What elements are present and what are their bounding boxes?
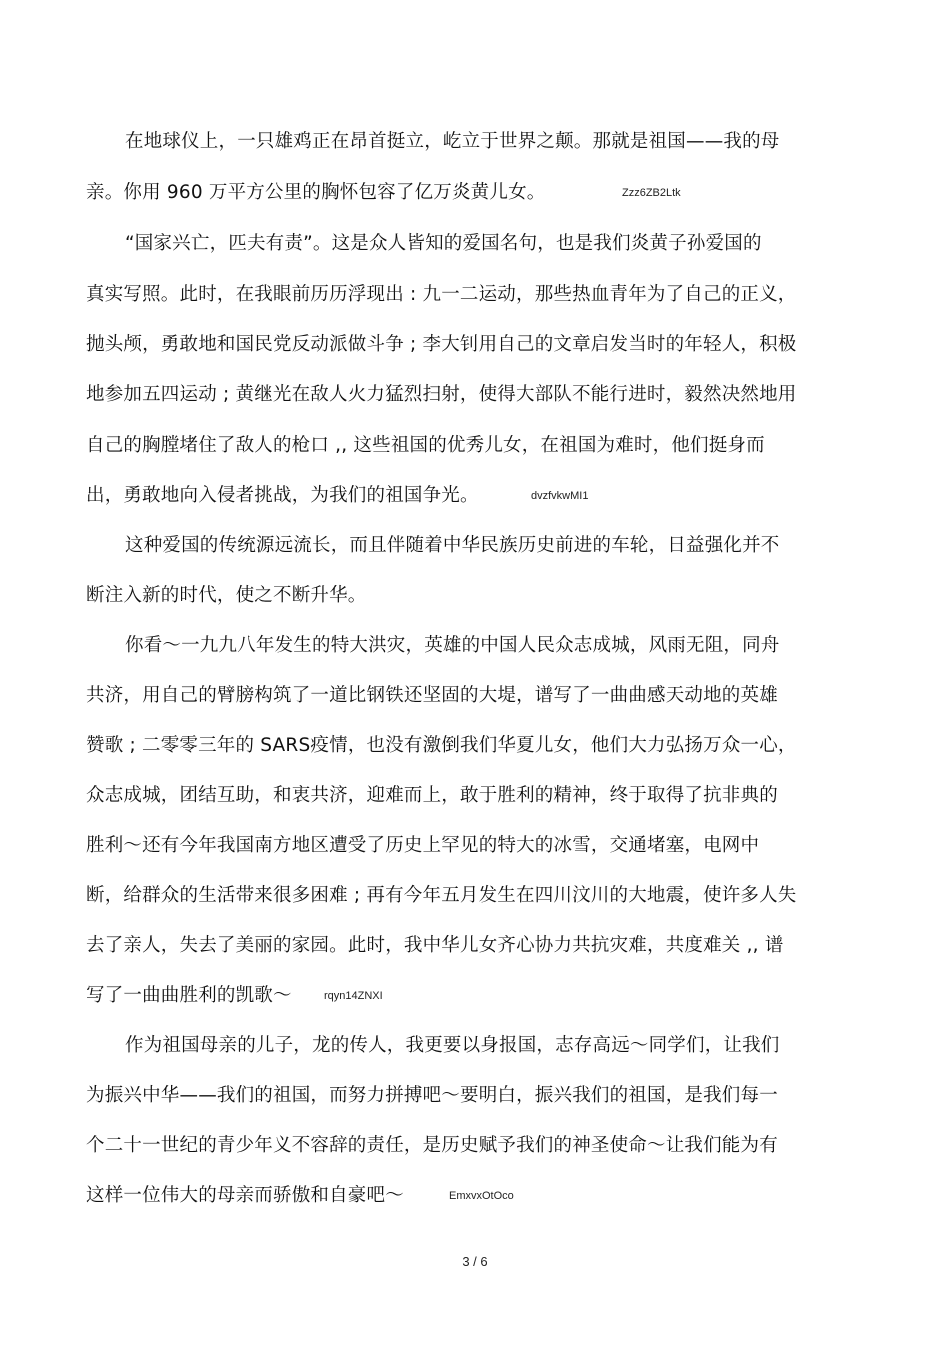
text-line: 抛头颅，勇敢地和国民党反动派做斗争 ; 李大钊用自己的文章启发当时的年轻人，积极	[86, 334, 797, 355]
text-line: 作为祖国母亲的儿子，龙的传人，我更要以身报国，志存高远～同学们，让我们	[125, 1035, 780, 1056]
paragraph-code: rqyn14ZNXI	[324, 990, 383, 1002]
page-number: 3 / 6	[462, 1254, 488, 1269]
text-line: 去了亲人，失去了美丽的家园。此时，我中华儿女齐心协力共抗灾难，共度难关 ,, 谱	[86, 935, 784, 956]
text-line: “国家兴亡，匹夫有责”。这是众人皆知的爱国名句，也是我们炎黄子孙爱国的	[125, 233, 762, 254]
text-line: 你看～一九九八年发生的特大洪灾，英雄的中国人民众志成城，风雨无阻，同舟	[125, 635, 780, 656]
paragraph-code: dvzfvkwMI1	[531, 490, 589, 502]
text-line: 亲。你用 960 万平方公里的胸怀包容了亿万炎黄儿女。	[86, 182, 546, 203]
text-line: 地参加五四运动 ; 黄继光在敌人火力猛烈扫射，使得大部队不能行进时，毅然决然地用	[86, 384, 797, 405]
text-line: 真实写照。此时，在我眼前历历浮现出 : 九一二运动，那些热血青年为了自己的正义，	[86, 284, 797, 305]
paragraph-code: EmxvxOtOco	[449, 1190, 514, 1202]
text-line: 个二十一世纪的青少年义不容辞的责任，是历史赋予我们的神圣使命～让我们能为有	[86, 1135, 778, 1156]
text-line: 断，给群众的生活带来很多困难 ; 再有今年五月发生在四川汶川的大地震，使许多人失	[86, 885, 797, 906]
text-line: 这样一位伟大的母亲而骄傲和自豪吧～	[86, 1185, 404, 1206]
text-line: 断注入新的时代，使之不断升华。	[86, 585, 367, 606]
text-line: 共济，用自己的臂膀构筑了一道比钢铁还坚固的大堤，谱写了一曲曲感天动地的英雄	[86, 685, 778, 706]
text-line: 这种爱国的传统源远流长，而且伴随着中华民族历史前进的车轮，日益强化并不	[125, 535, 780, 556]
text-line: 胜利～还有今年我国南方地区遭受了历史上罕见的特大的冰雪，交通堵塞，电网中	[86, 835, 760, 856]
text-line: 赞歌 ; 二零零三年的 SARS疫情，也没有激倒我们华夏儿女，他们大力弘扬万众一心，	[86, 735, 797, 756]
text-line: 众志成城，团结互助，和衷共济，迎难而上，敢于胜利的精神，终于取得了抗非典的	[86, 785, 778, 806]
text-line: 为振兴中华——我们的祖国，而努力拼搏吧～要明白，振兴我们的祖国，是我们每一	[86, 1085, 778, 1106]
paragraph-code: Zzz6ZB2Ltk	[622, 187, 681, 199]
text-line: 自己的胸膛堵住了敌人的枪口 ,, 这些祖国的优秀儿女，在祖国为难时，他们挺身而	[86, 435, 765, 456]
text-line: 写了一曲曲胜利的凯歌～	[86, 985, 292, 1006]
text-line: 出，勇敢地向入侵者挑战，为我们的祖国争光。	[86, 485, 479, 506]
text-line: 在地球仪上，一只雄鸡正在昂首挺立，屹立于世界之颠。那就是祖国——我的母	[125, 131, 780, 152]
